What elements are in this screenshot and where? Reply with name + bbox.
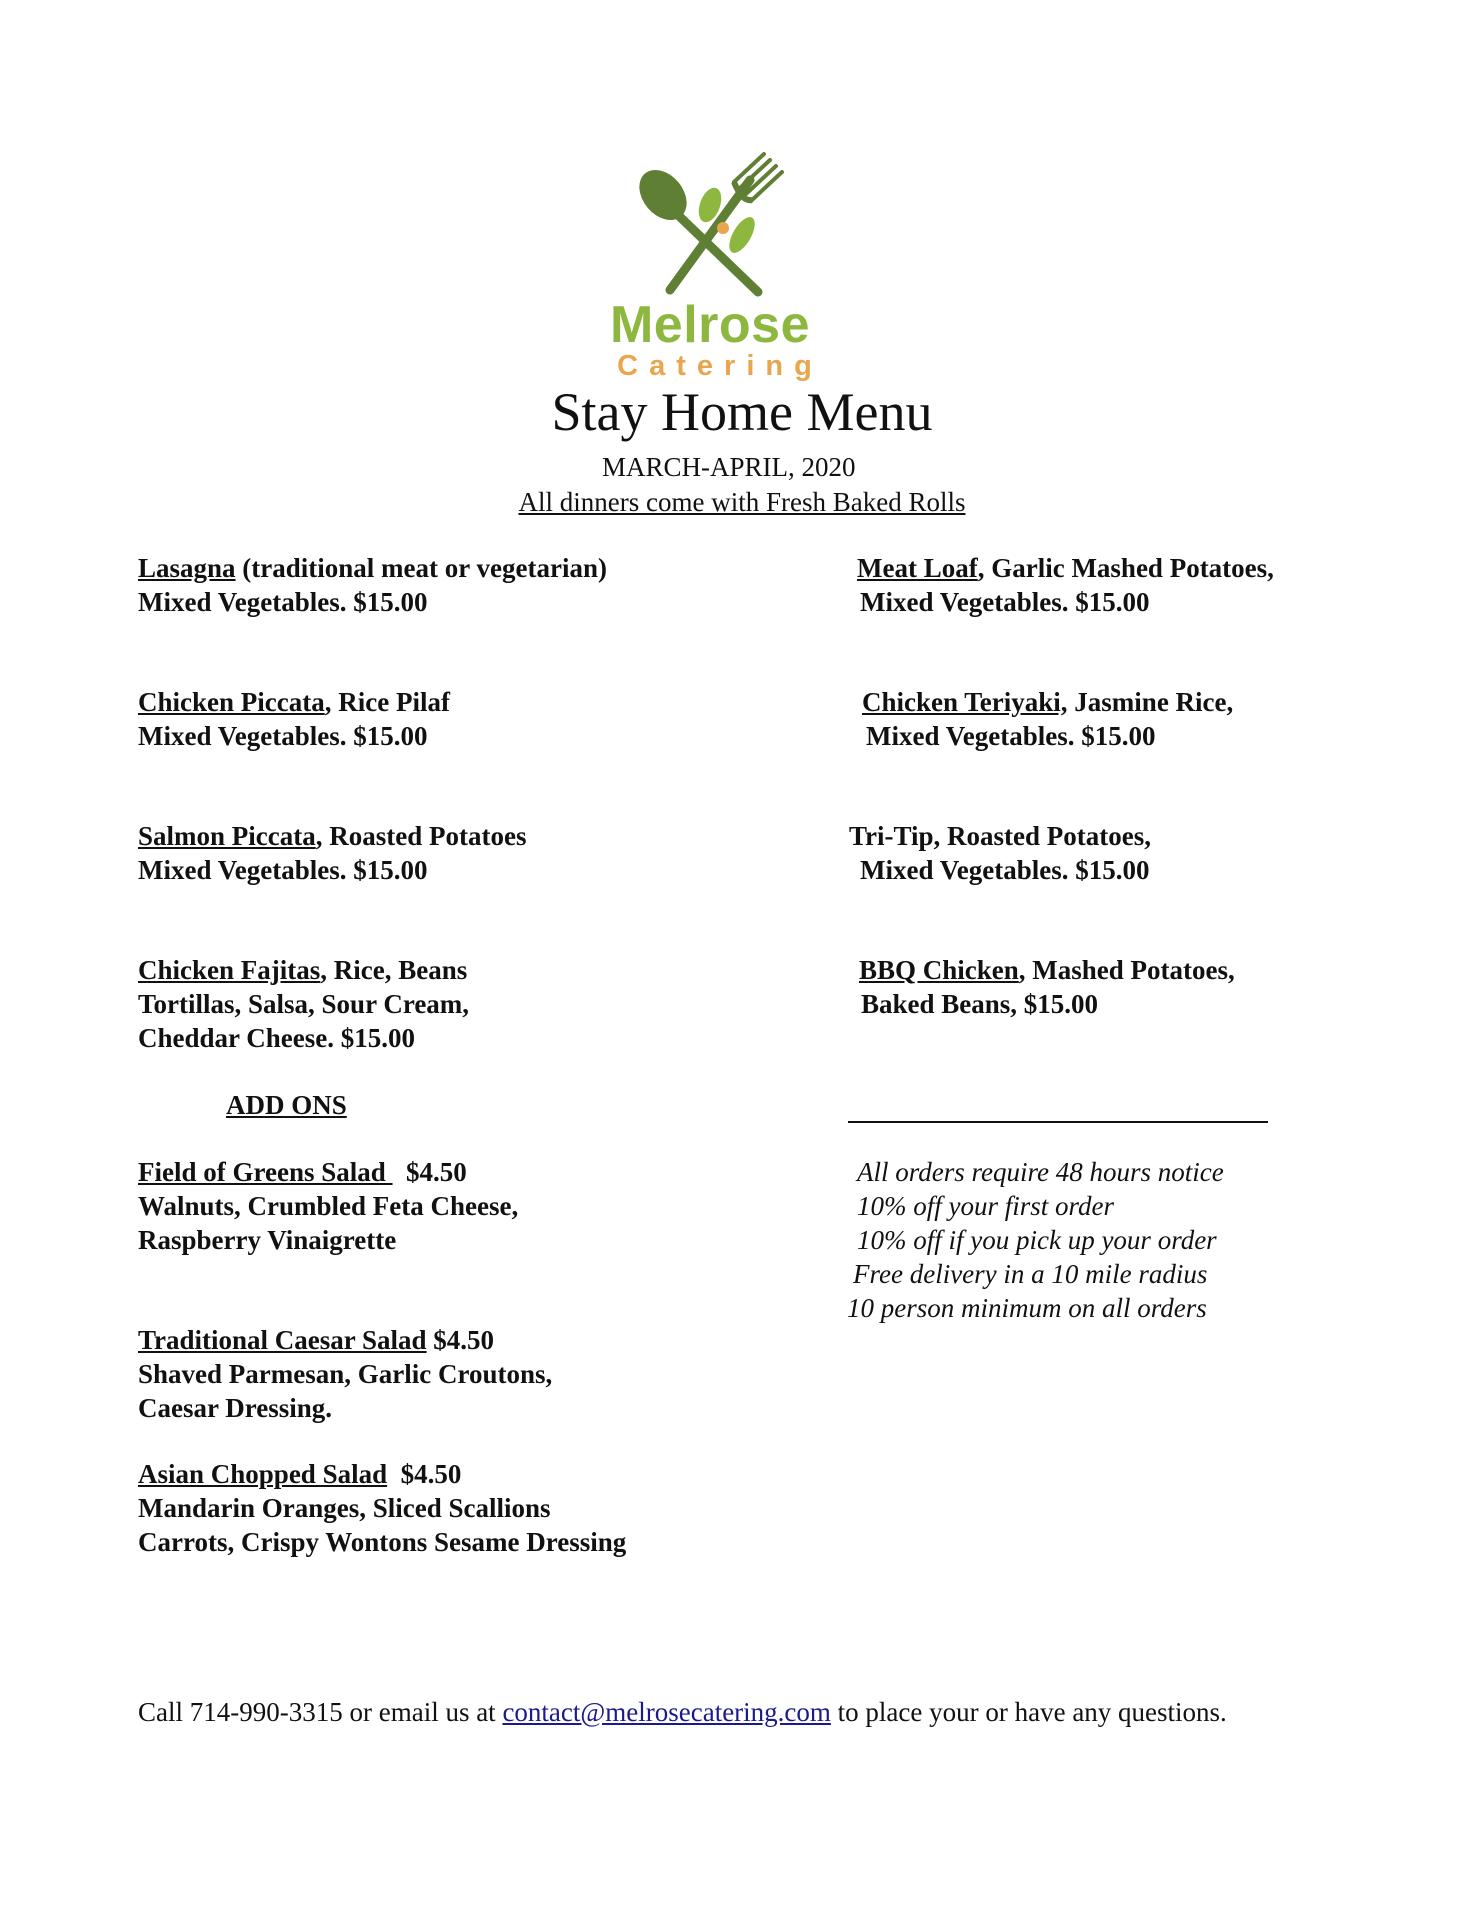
page-title: Stay Home Menu bbox=[551, 382, 933, 442]
addon-price: $4.50 bbox=[426, 1325, 495, 1355]
dinner-name: Chicken Fajitas bbox=[138, 955, 321, 985]
dinner-item-bbq-chicken bbox=[859, 953, 1235, 1021]
addon-line: Raspberry Vinaigrette bbox=[138, 1225, 397, 1255]
addon-price: $4.50 bbox=[387, 1459, 462, 1489]
addons-heading: ADD ONS bbox=[226, 1090, 347, 1120]
dinner-name: Chicken Teriyaki, bbox=[862, 687, 1068, 717]
dinner-name: Lasagna bbox=[138, 553, 236, 583]
dinner-name: Meat Loaf bbox=[857, 553, 978, 583]
contact-line bbox=[138, 1697, 1227, 1728]
addon-name: Traditional Caesar Salad bbox=[138, 1325, 427, 1355]
spoon-fork-icon bbox=[630, 150, 790, 300]
dinner-item-lasagna bbox=[138, 551, 607, 619]
dinner-item-chicken-fajitas bbox=[138, 953, 469, 1055]
dinner-desc: , Rice Pilaf bbox=[324, 687, 450, 717]
dinner-desc: Tri-Tip, Roasted Potatoes, bbox=[849, 821, 1151, 851]
divider bbox=[848, 1121, 1268, 1123]
contact-text: Call 714-990-3315 or email us at bbox=[138, 1697, 503, 1727]
addon-price: $4.50 bbox=[392, 1157, 467, 1187]
dinner-desc: (traditional meat or vegetarian) bbox=[235, 553, 607, 583]
melrose-logo bbox=[590, 150, 830, 380]
addon-line: Mandarin Oranges, Sliced Scallions bbox=[138, 1493, 551, 1523]
dinner-line: Baked Beans, $15.00 bbox=[861, 989, 1099, 1019]
addon-line: Caesar Dressing. bbox=[138, 1393, 332, 1423]
addon-item-field-of-greens bbox=[138, 1155, 518, 1257]
policy-line: All orders require 48 hours notice bbox=[857, 1157, 1224, 1187]
dinner-line: Cheddar Cheese. $15.00 bbox=[138, 1023, 416, 1053]
dinner-desc: , Roasted Potatoes bbox=[315, 821, 527, 851]
addon-name: Field of Greens Salad bbox=[138, 1157, 393, 1187]
brand-subtitle: Catering bbox=[617, 350, 823, 382]
dinner-item-tri-tip bbox=[849, 819, 1151, 887]
contact-email-link[interactable]: contact@melrosecatering.com bbox=[502, 1697, 831, 1727]
addon-item-asian-chopped-salad bbox=[138, 1457, 626, 1559]
dinner-item-chicken-piccata bbox=[138, 685, 450, 753]
dinner-name: Salmon Piccata bbox=[138, 821, 316, 851]
dinner-line: Mixed Vegetables. $15.00 bbox=[860, 855, 1150, 885]
contact-text: to place your or have any questions. bbox=[830, 1697, 1227, 1727]
menu-date: MARCH-APRIL, 2020 bbox=[602, 452, 856, 482]
dinner-item-chicken-teriyaki bbox=[862, 685, 1233, 753]
dinner-name: BBQ Chicken bbox=[859, 955, 1019, 985]
dinner-line: Mixed Vegetables. $15.00 bbox=[866, 721, 1156, 751]
dinner-desc: , Garlic Mashed Potatoes, bbox=[977, 553, 1274, 583]
dinner-line: Mixed Vegetables. $15.00 bbox=[138, 855, 428, 885]
dinner-desc: , Mashed Potatoes, bbox=[1018, 955, 1235, 985]
policy-line: Free delivery in a 10 mile radius bbox=[853, 1259, 1208, 1289]
addon-line: Shaved Parmesan, Garlic Croutons, bbox=[138, 1359, 553, 1389]
order-policies bbox=[845, 1155, 1224, 1325]
policy-line: 10% off your first order bbox=[857, 1191, 1115, 1221]
dinner-item-meat-loaf bbox=[857, 551, 1274, 619]
dinner-desc: , Rice, Beans bbox=[320, 955, 468, 985]
addon-item-caesar-salad bbox=[138, 1323, 552, 1425]
dinner-line: Mixed Vegetables. $15.00 bbox=[138, 587, 428, 617]
policy-line: 10 person minimum on all orders bbox=[847, 1293, 1207, 1323]
dinner-line: Mixed Vegetables. $15.00 bbox=[860, 587, 1150, 617]
addon-line: Carrots, Crispy Wontons Sesame Dressing bbox=[138, 1527, 627, 1557]
dinner-name: Chicken Piccata bbox=[138, 687, 325, 717]
dinner-item-salmon-piccata bbox=[138, 819, 526, 887]
brand-name: Melrose bbox=[609, 296, 811, 354]
addon-name: Asian Chopped Salad bbox=[138, 1459, 388, 1489]
dinner-line: Tortillas, Salsa, Sour Cream, bbox=[138, 989, 470, 1019]
dinner-desc: Jasmine Rice, bbox=[1067, 687, 1234, 717]
addon-line: Walnuts, Crumbled Feta Cheese, bbox=[138, 1191, 519, 1221]
menu-note: All dinners come with Fresh Baked Rolls bbox=[518, 487, 966, 517]
dinner-line: Mixed Vegetables. $15.00 bbox=[138, 721, 428, 751]
policy-line: 10% off if you pick up your order bbox=[857, 1225, 1217, 1255]
